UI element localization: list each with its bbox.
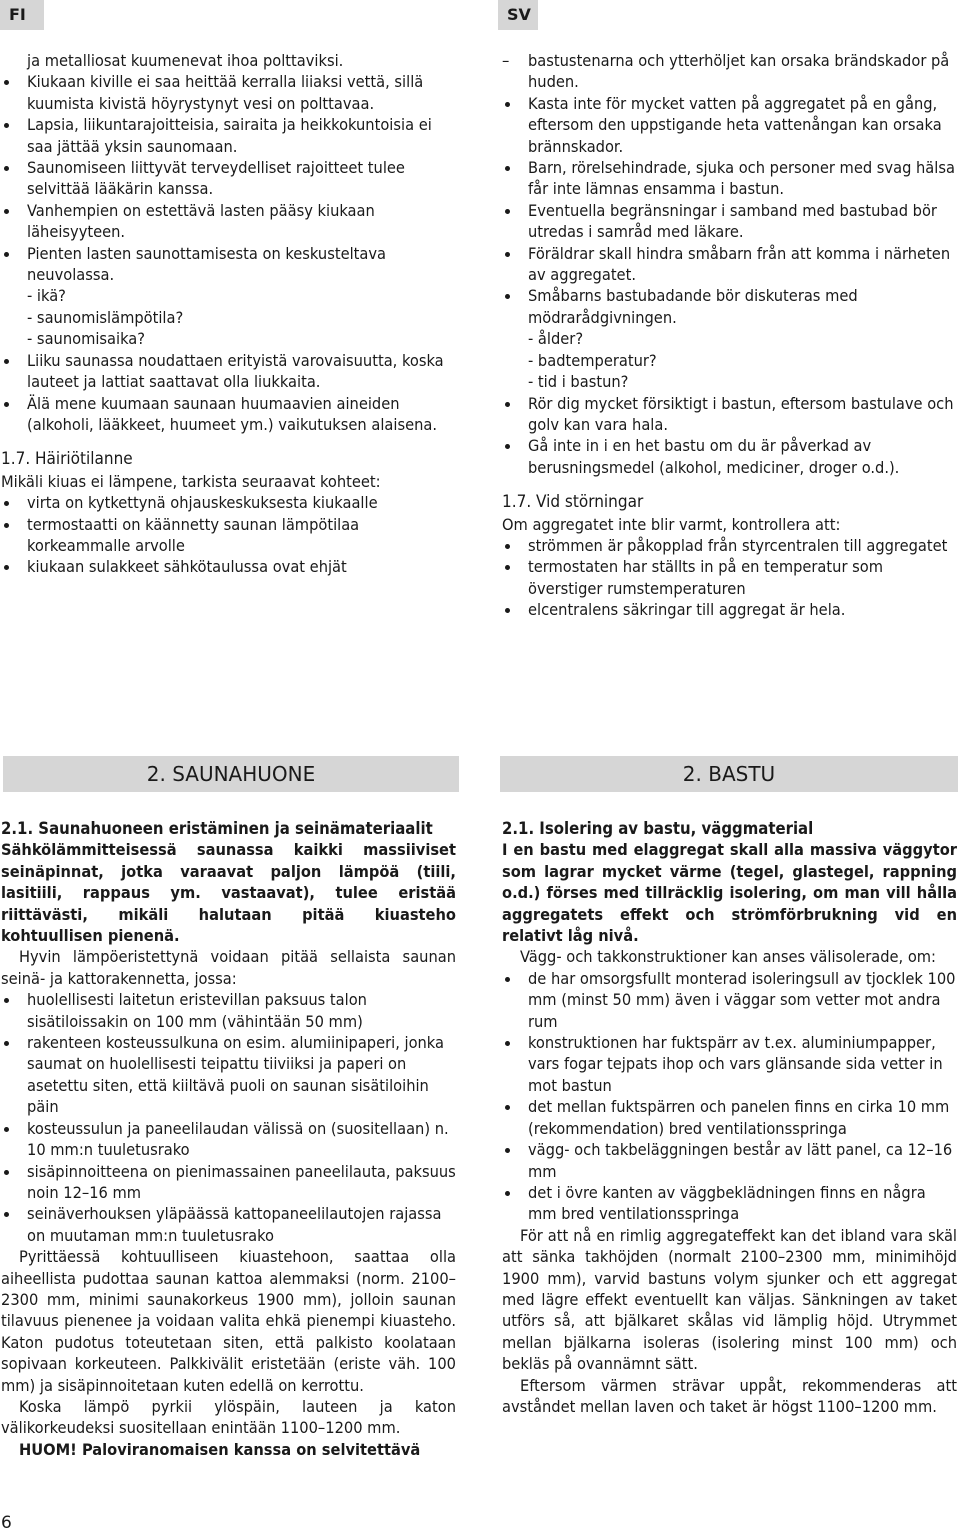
list-item: det mellan fuktspärren och panelen finns en cirka 10 mm (rekommendation) bred ventilationsspringa xyxy=(502,1096,957,1139)
fi-safety-column xyxy=(1,50,456,578)
list-item: Lapsia, liikuntarajoitteisia, sairaita ja heikkokuntoisia ei saa jättää yksin saunomaan. xyxy=(1,114,456,157)
list-item: kiukaan sulakkeet sähkötaulussa ovat ehjät xyxy=(1,556,456,577)
list-item: de har omsorgsfullt monterad isoleringsull av tjocklek 100 mm (minst 50 mm) även i väggar som vetter mot andra rum xyxy=(502,968,957,1032)
list-item: Älä mene kuumaan saunaan huumaavien aineiden (alkoholi, lääkkeet, huumeet ym.) vaikutuksen alaisena. xyxy=(1,393,456,436)
language-tab-sv: SV xyxy=(498,0,538,30)
list-item: Eventuella begränsningar i samband med bastubad bör utredas i samråd med läkare. xyxy=(502,200,957,243)
list-item: Småbarns bastubadande bör diskuteras med mödrarådgivningen. xyxy=(502,285,957,328)
list-item: Barn, rörelsehindrade, sjuka och personer med svag hälsa får inte lämnas ensamma i bastun. xyxy=(502,157,957,200)
fi-intro-line: ja metalliosat kuumenevat ihoa polttaviksi. xyxy=(27,51,344,70)
sv-paragraph: För att nå en rimlig aggregateffekt kan det ibland vara skäl att sänka takhöjden (normalt 2100–2300 mm, minimihöjd 1900 mm), varvid bastuns volym sjunker och ett aggregat med lägre effekt eventuellt kan väljas. Sänkningen av taket utförs så, att bjälkaret skålas vid lämplig höjd. Utrymmet mellan bjälkarna isoleras (isolering minst 100 mm) och bekläs på ovannämnt sätt. xyxy=(502,1225,957,1374)
list-item: konstruktionen har fuktspärr av t.ex. aluminiumpapper, vars fogar tejpats ihop och vars glänsande sida vetter in mot bastun xyxy=(502,1032,957,1096)
sv-safety-column xyxy=(502,50,957,621)
list-item: Pienten lasten saunottamisesta on keskusteltava neuvolassa. xyxy=(1,243,456,286)
fi-question: - ikä? xyxy=(27,286,66,306)
list-item: strömmen är påkopplad från styrcentralen till aggregatet xyxy=(502,535,957,556)
list-item: Gå inte in i en het bastu om du är påverkad av berusningsmedel (alkohol, mediciner, droger o.d.). xyxy=(502,435,957,478)
fi-subheading: 2.1. Saunahuoneen eristäminen ja seinämateriaalit xyxy=(1,819,433,838)
sv-paragraph: Om aggregatet inte blir varmt, kontrollera att: xyxy=(502,514,841,534)
sv-check-list xyxy=(502,535,957,621)
list-item: det i övre kanten av väggbeklädningen finns en några mm bred ventilationsspringa xyxy=(502,1182,957,1225)
language-tab-fi: FI xyxy=(0,0,44,30)
list-item: Vanhempien on estettävä lasten pääsy kiukaan läheisyyteen. xyxy=(1,200,456,243)
list-item: seinäverhouksen yläpäässä kattopaneelilautojen rajassa on muutaman mm:n tuuletusrako xyxy=(1,1203,456,1246)
sv-safety-list xyxy=(502,93,957,328)
sv-section-title: 2. BASTU xyxy=(682,762,776,786)
fi-safety-list-2 xyxy=(1,350,456,436)
sv-insulation-column xyxy=(502,818,957,1417)
list-item: Kasta inte för mycket vatten på aggregatet på en gång, eftersom den uppstigande heta vattenångan kan orsaka brännskador. xyxy=(502,93,957,157)
sv-question: - ålder? xyxy=(528,329,584,349)
page-number: 6 xyxy=(1,1513,12,1533)
list-item: kosteussulun ja paneelilaudan välissä on (suositellaan) n. 10 mm:n tuuletusrako xyxy=(1,1118,456,1161)
sv-question: - tid i bastun? xyxy=(528,372,629,392)
sv-safety-list-2 xyxy=(502,393,957,479)
fi-warning: HUOM! Paloviranomaisen kanssa on selvitettävä xyxy=(19,1439,421,1459)
fi-lead-paragraph: Sähkölämmitteisessä saunassa kaikki massiiviset seinäpinnat, jotka varaavat paljon lämpöä (tiili, lasitiili, rappaus ym. vastaavat), tulee eristää riittävästi, mikäli halutaan pitää kiuasteho kohtuullisen pienenä. xyxy=(1,840,456,946)
list-item: Föräldrar skall hindra småbarn från att komma i närheten av aggregatet. xyxy=(502,243,957,286)
sv-question: - badtemperatur? xyxy=(528,350,657,370)
list-item: virta on kytkettynä ohjauskeskuksesta kiukaalle xyxy=(1,492,456,513)
fi-question: - saunomisaika? xyxy=(27,329,146,349)
list-item: termostaatti on käännetty saunan lämpötilaa korkeammalle arvolle xyxy=(1,514,456,557)
list-item: termostaten har ställts in på en temperatur som överstiger rumstemperaturen xyxy=(502,556,957,599)
fi-check-list xyxy=(1,492,456,578)
list-item: Kiukaan kiville ei saa heittää kerralla liiaksi vettä, sillä kuumista kivistä höyrystynyt vesi on polttavaa. xyxy=(1,71,456,114)
fi-paragraph: Koska lämpö pyrkii ylöspäin, lauteen ja katon välikorkeudeksi suositellaan enintään 1100–1200 mm. xyxy=(1,1396,456,1438)
fi-paragraph: Mikäli kiuas ei lämpene, tarkista seuraavat kohteet: xyxy=(1,471,381,491)
fi-paragraph: Pyrittäessä kohtuulliseen kiuastehoon, saattaa olla aiheellista pudottaa saunan kattoa alemmaksi (norm. 2100–2300 mm, minimi saunakorkeus 1900 mm), jolloin saunan tilavuus pienenee ja voidaan valita ehkä pienempi kiuasteho. Katon pudotus toteutetaan siten, että palkisto koolataan sopivaan korkeuteen. Palkkivälit eristetään (eriste väh. 100 mm) ja sisäpinnoitetaan kuten edellä on kerrottu. xyxy=(1,1247,456,1395)
sv-subheading: 2.1. Isolering av bastu, väggmaterial xyxy=(502,819,814,838)
list-item: Rör dig mycket försiktigt i bastun, eftersom bastulave och golv kan vara hala. xyxy=(502,393,957,436)
sv-insulation-list xyxy=(502,968,957,1225)
list-item: huolellisesti laitetun eristevillan paksuus talon sisätiloissakin on 100 mm (vähintään 50 mm) xyxy=(1,989,456,1032)
list-item: rakenteen kosteussulkuna on esim. alumiinipaperi, jonka saumat on huolellisesti teipattu tiiviiksi ja paperi on asetettu siten, että kiiltävä puoli on saunan sisätiloihin päin xyxy=(1,1032,456,1118)
sv-section-heading: 1.7. Vid störningar xyxy=(502,492,644,513)
fi-section-heading: 1.7. Häiriötilanne xyxy=(1,449,133,470)
list-item: sisäpinnoitteena on pienimassainen paneelilauta, paksuus noin 12–16 mm xyxy=(1,1161,456,1204)
sv-paragraph: Eftersom värmen strävar uppåt, rekommenderas att avståndet mellan laven och taket är högst 1100–1200 mm. xyxy=(502,1375,957,1416)
fi-insulation-column xyxy=(1,818,456,1460)
list-item: Liiku saunassa noudattaen erityistä varovaisuutta, koska lauteet ja lattiat saattavat olla liukkaita. xyxy=(1,350,456,393)
list-item: vägg- och takbeläggningen består av lätt panel, ca 12–16 mm xyxy=(502,1139,957,1182)
fi-insulation-list xyxy=(1,989,456,1246)
sv-paragraph: Vägg- och takkonstruktioner kan anses välisolerade, om: xyxy=(520,947,936,967)
fi-safety-list xyxy=(1,71,456,285)
sv-lead-paragraph: I en bastu med elaggregat skall alla massiva väggytor som lagrar mycket värme (tegel, glastegel, rappning o.d.) förses med tillräcklig isolering, om man vill hålla aggregatets effekt och strömförbrukning vid en relativt låg nivå. xyxy=(502,840,957,946)
list-item: Saunomiseen liittyvät terveydelliset rajoitteet tulee selvittää lääkärin kanssa. xyxy=(1,157,456,200)
fi-section-title: 2. SAUNAHUONE xyxy=(146,762,316,786)
fi-question: - saunomislämpötila? xyxy=(27,307,184,327)
sv-dash-line: – bastustenarna och ytterhöljet kan orsaka brändskador på huden. xyxy=(502,50,957,93)
fi-paragraph: Hyvin lämpöeristettynä voidaan pitää sellaista saunan seinä- ja kattorakennetta, jossa: xyxy=(1,947,456,988)
list-item: elcentralens säkringar till aggregat är hela. xyxy=(502,599,957,620)
